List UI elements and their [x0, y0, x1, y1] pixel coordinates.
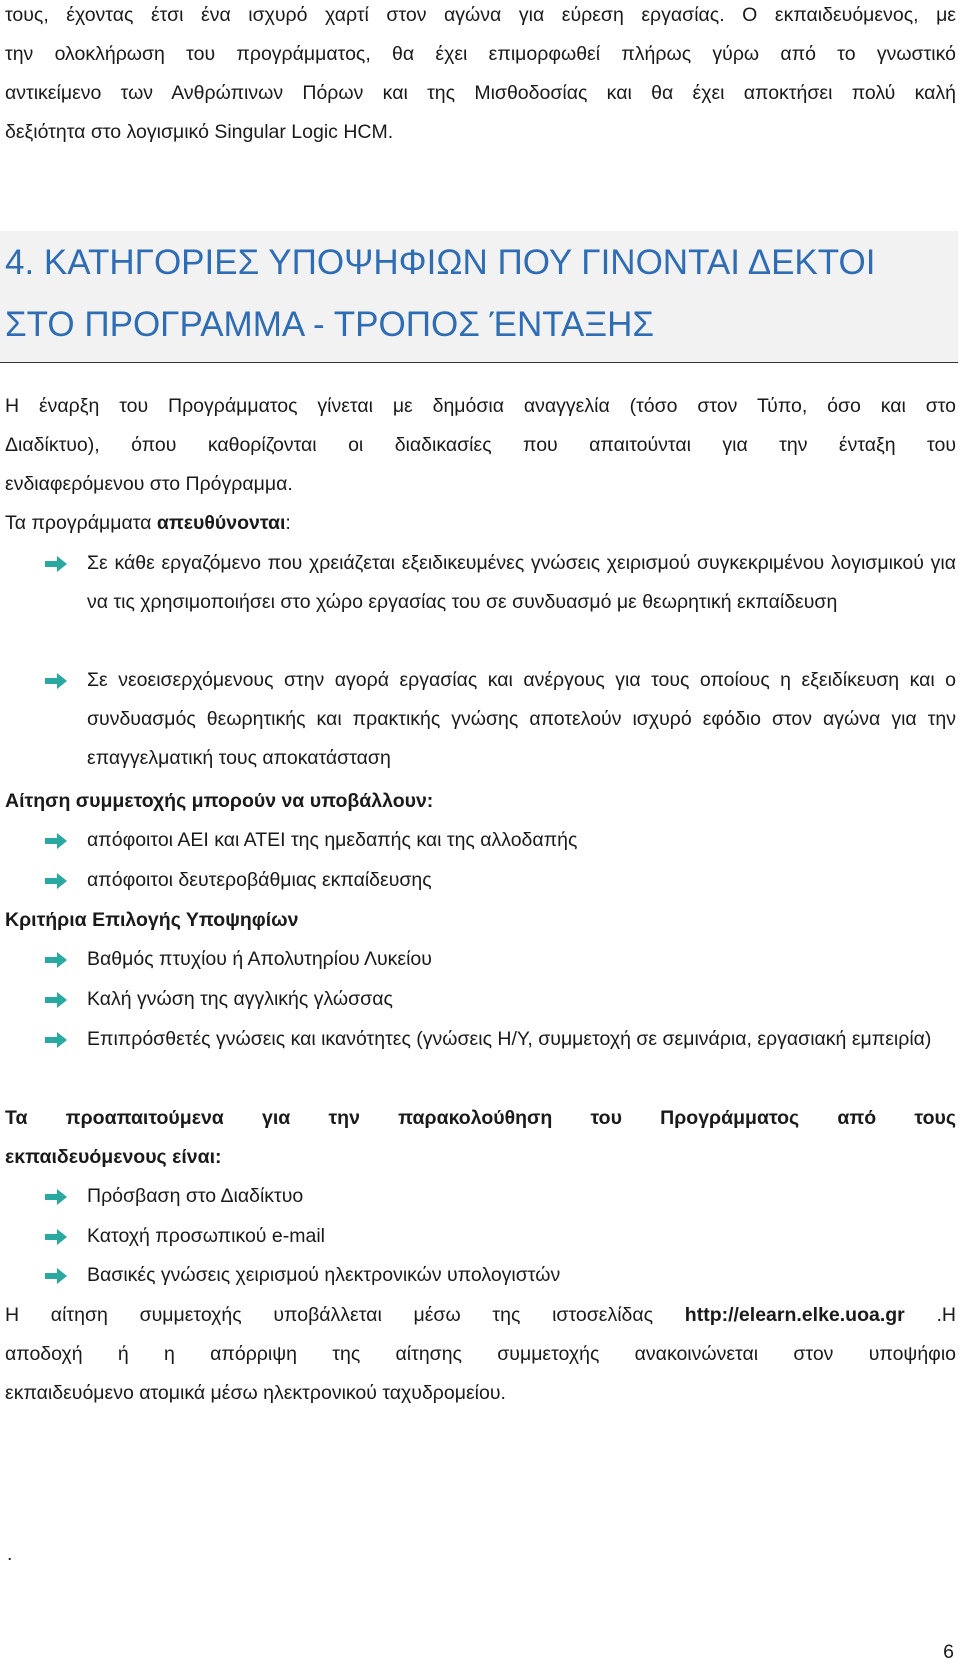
arrow-right-icon — [45, 1268, 67, 1284]
intro-line-3: αντικείμενο των Ανθρώπινων Πόρων και της Μισθοδοσίας και θα έχει αποκτήσει πολύ καλή — [5, 82, 956, 104]
start-line-1: Η έναρξη του Προγράμματος γίνεται με δημόσια αναγγελία (τόσο στον Τύπο, όσο και στο — [5, 395, 956, 417]
arrow-right-icon — [45, 1229, 67, 1245]
applicants-item-text: απόφοιτοι δευτεροβάθμιας εκπαίδευσης — [87, 869, 432, 891]
prereq-title-line-1: Τα προαπαιτούμενα για την παρακολούθηση του Προγράμματος από τους — [5, 1107, 956, 1129]
audience-bold: απευθύνονται — [156, 512, 286, 534]
prereq-title-line-2: εκπαιδευόμενους είναι: — [5, 1146, 222, 1168]
prereq-item-text: Κατοχή προσωπικού e-mail — [87, 1225, 325, 1247]
audience-item-text: Σε κάθε εργαζόμενο που χρειάζεται εξειδικευμένες γνώσεις χειρισμού συγκεκριμένου λογισμικού για να τις χρησιμοποιήσει στο χώρο εργασίας του σε συνδυασμό με θεωρητική εκπαίδευση — [87, 552, 956, 613]
audience-intro — [5, 510, 291, 536]
criteria-title: Κριτήρια Επιλογής Υποψηφίων — [5, 909, 299, 931]
arrow-right-icon — [45, 873, 67, 889]
arrow-right-icon — [45, 673, 67, 689]
arrow-right-icon — [45, 1189, 67, 1205]
audience-prefix: Τα προγράμματα — [5, 512, 157, 534]
applicants-title: Αίτηση συμμετοχής μπορούν να υποβάλλουν: — [5, 790, 434, 812]
intro-line-2: την ολοκλήρωση του προγράμματος, θα έχει επιμορφωθεί πλήρως γύρω από το γνωστικό — [5, 43, 956, 65]
page-number: 6 — [943, 1641, 954, 1663]
start-line-2: Διαδίκτυο), όπου καθορίζονται οι διαδικασίες που απαιτούνται για την ένταξη του — [5, 434, 956, 456]
criteria-item-text: Καλή γνώση της αγγλικής γλώσσας — [87, 988, 393, 1010]
arrow-right-icon — [45, 1032, 67, 1048]
application-line-2: αποδοχή ή η απόρριψη της αίτησης συμμετοχής ανακοινώνεται στον υποψήφιο — [5, 1343, 956, 1365]
section-heading-line-2: ΣΤΟ ΠΡΟΓΡΑΜΜΑ - ΤΡΟΠΟΣ ΈΝΤΑΞΗΣ — [5, 305, 655, 344]
criteria-item-text: Βαθμός πτυχίου ή Απολυτηρίου Λυκείου — [87, 948, 432, 970]
audience-item-text: Σε νεοεισερχόμενους στην αγορά εργασίας και ανέργους για τους οποίους η εξειδίκευση και ο συνδυασμός θεωρητικής και πρακτικής γνώσης αποτελούν ισχυρό εφόδιο στον αγώνα για την επαγγελματική τους αποκατάσταση — [87, 669, 956, 769]
applicants-item-text: απόφοιτοι ΑΕΙ και ΑΤΕΙ της ημεδαπής και της αλλοδαπής — [87, 829, 578, 851]
criteria-item-text: Επιπρόσθετές γνώσεις και ικανότητες (γνώσεις Η/Υ, συμμετοχή σε σεμινάρια, εργασιακή εμπειρία) — [87, 1028, 932, 1050]
intro-line-1: τους, έχοντας έτσι ένα ισχυρό χαρτί στον αγώνα για εύρεση εργασίας. Ο εκπαιδευόμενος, με — [5, 4, 956, 26]
prereq-item-text: Πρόσβαση στο Διαδίκτυο — [87, 1185, 304, 1207]
application-line-3: εκπαιδευόμενο ατομικά μέσω ηλεκτρονικού ταχυδρομείου. — [5, 1382, 506, 1404]
application-suffix: .Η — [904, 1304, 956, 1326]
arrow-right-icon — [45, 952, 67, 968]
section-heading — [5, 232, 945, 356]
application-line-1 — [5, 1302, 956, 1328]
section-heading-line-1: 4. ΚΑΤΗΓΟΡΙΕΣ ΥΠΟΨΗΦΙΩΝ ΠΟΥ ΓΙΝΟΝΤΑΙ ΔΕΚΤΟΙ — [5, 243, 876, 282]
arrow-right-icon — [45, 556, 67, 572]
intro-line-4: δεξιότητα στο λογισμικό Singular Logic HCM. — [5, 121, 394, 143]
prereq-item-text: Βασικές γνώσεις χειρισμού ηλεκτρονικών υπολογιστών — [87, 1264, 561, 1286]
application-prefix: Η αίτηση συμμετοχής υποβάλλεται μέσω της ιστοσελίδας — [5, 1304, 685, 1326]
application-link[interactable]: http://elearn.elke.uoa.gr — [684, 1304, 905, 1326]
arrow-right-icon — [45, 833, 67, 849]
arrow-right-icon — [45, 992, 67, 1008]
stray-dot: . — [7, 1543, 13, 1565]
audience-suffix: : — [285, 512, 291, 534]
start-line-3: ενδιαφερόμενου στο Πρόγραμμα. — [5, 473, 293, 495]
